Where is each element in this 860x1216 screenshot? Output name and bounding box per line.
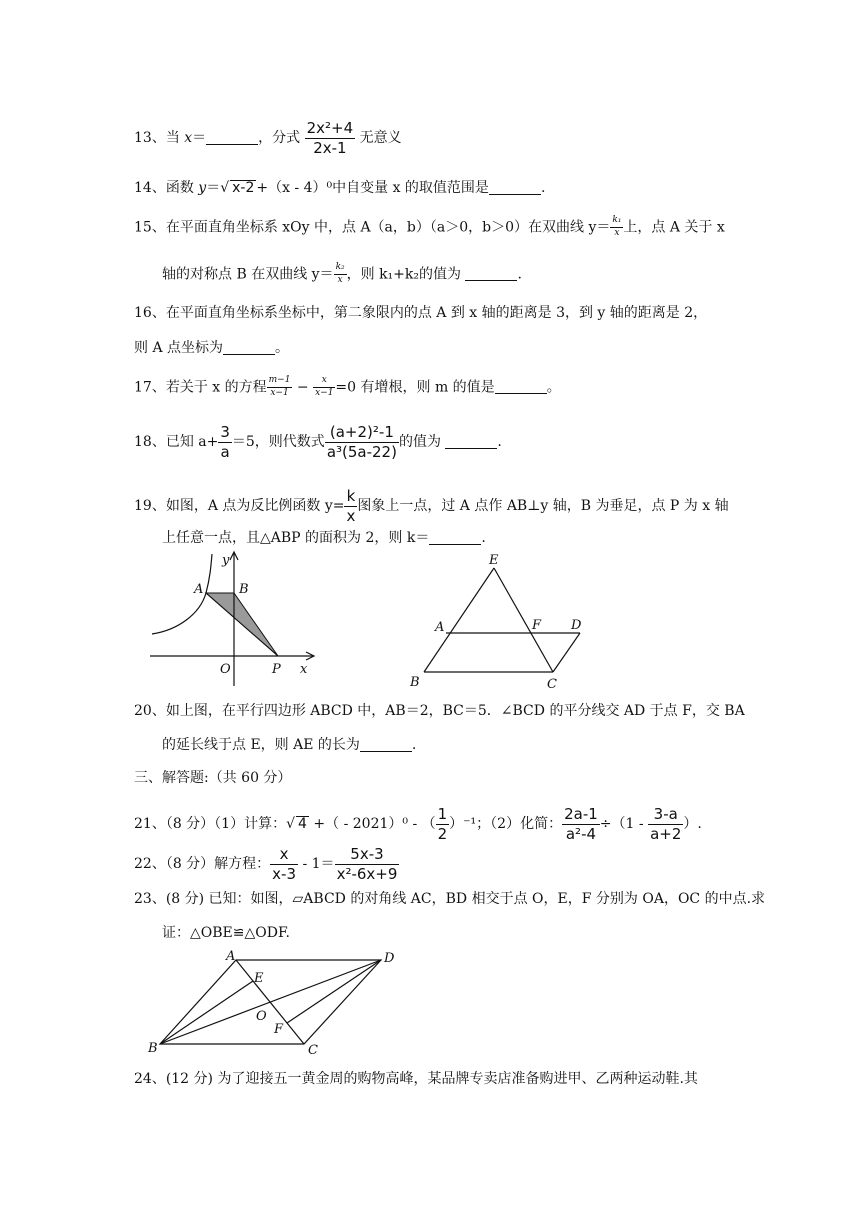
answer-blank-15[interactable]: [465, 266, 517, 281]
question-21: [134, 806, 702, 842]
diagonal-bd: [160, 960, 381, 1044]
q20-line2: 的延长线于点 E，则 AE 的长为: [162, 737, 360, 753]
q18-prefix: 18、已知 a+: [134, 434, 219, 450]
q21-d: a²-4: [565, 824, 597, 843]
q21-mid2: ）⁻¹；（2）化简：: [449, 816, 563, 832]
q18-fraction-2: [325, 424, 399, 460]
label-a: A: [194, 582, 204, 597]
question-24-line-1: [134, 1072, 698, 1086]
q15-fraction-2: [334, 263, 347, 286]
label-x: x: [300, 662, 308, 677]
q17-prefix: 17、若关于 x 的方程: [134, 379, 267, 396]
segment-be: [160, 981, 253, 1044]
q15-k1: k₁: [610, 216, 623, 228]
q18-fraction-1: [218, 424, 232, 460]
q17-d1: x−1: [270, 387, 289, 398]
q17-d2: x−1: [315, 387, 334, 398]
q21-mid: +（ - 2021）⁰ - （: [308, 816, 436, 832]
q17-n2: x: [313, 376, 335, 388]
label-e: E: [254, 971, 264, 986]
figure-23: [146, 950, 406, 1060]
q21-d2: a+2: [650, 824, 682, 843]
question-20-line-2: [162, 737, 416, 752]
q18-d: a: [220, 442, 230, 461]
question-13: [134, 120, 402, 156]
q19-line1b: 图象上一点，过 A 点作 AB⊥y 轴，B 为垂足，点 P 为 x 轴: [357, 498, 729, 514]
q17-minus: −: [292, 379, 314, 396]
label-p: P: [272, 662, 281, 677]
label-b: B: [410, 675, 420, 690]
q13-var: x: [184, 130, 193, 146]
question-16-line-1: [134, 306, 707, 320]
q17-end: 。: [546, 379, 561, 396]
answer-blank-19[interactable]: [429, 530, 481, 545]
q21-hn: 1: [437, 805, 448, 823]
q22-d1: x-3: [272, 864, 297, 883]
q15-x2: x: [337, 274, 343, 285]
question-20-line-1: [134, 704, 745, 718]
segment-ap: [206, 593, 278, 656]
q24-line1: 24、(12 分) 为了迎接五一黄金周的购物高峰，某品牌专卖店准备购进甲、乙两种运动鞋.其: [134, 1071, 698, 1087]
q19-prefix: 19、如图，A 点为反比例函数 y=: [134, 498, 345, 514]
section-3-heading: [134, 771, 291, 785]
q22-mid: - 1＝: [298, 856, 335, 872]
q13-comma: ，分式: [258, 130, 301, 146]
question-15-line-1: [134, 216, 725, 239]
segment-dc: [553, 633, 580, 672]
q18-end: .: [497, 434, 502, 450]
q13-numerator: 2x²+4: [306, 119, 354, 137]
q15-line1: 15、在平面直角坐标系 xOy 中，点 A（a，b）（a＞0，b＞0）在双曲线 y＝: [134, 219, 611, 236]
q22-fraction-2: [335, 846, 400, 882]
q15-x1: x: [614, 227, 620, 238]
question-23-line-1: [134, 892, 765, 906]
question-22: [134, 846, 399, 882]
label-b: B: [239, 582, 249, 597]
q19-d: x: [346, 506, 356, 525]
label-o: O: [256, 1009, 267, 1024]
q21-n: 2a-1: [564, 805, 598, 823]
sqrt-icon: √: [286, 816, 296, 832]
label-f: F: [274, 1022, 284, 1037]
section-3-title: 三、解答题:（共 60 分）: [134, 770, 292, 786]
figure-19: [148, 548, 328, 688]
q19-line2: 上任意一点，且△ABP 的面积为 2，则 k＝: [162, 530, 430, 546]
q17-fraction-1: [267, 376, 293, 399]
q14-y: y: [198, 180, 207, 196]
answer-blank-18[interactable]: [445, 434, 497, 449]
q21-end: ）.: [683, 816, 702, 832]
question-16-line-2: [134, 340, 289, 355]
q18-n: 3: [220, 423, 230, 441]
q14-prefix: 14、函数: [134, 180, 199, 196]
label-a: A: [226, 949, 236, 964]
q17-n1: m−1: [267, 376, 293, 388]
q21-hd: 2: [437, 824, 448, 843]
q21-radicand: 4: [298, 816, 307, 832]
q17-fraction-2: [313, 376, 335, 399]
answer-blank-16[interactable]: [223, 340, 275, 355]
q22-prefix: 22、（8 分）解方程：: [134, 856, 271, 872]
q22-n2: 5x-3: [335, 846, 400, 865]
q13-fraction: [305, 120, 356, 156]
figure-20: [408, 550, 608, 690]
q14-eq: ＝: [206, 180, 221, 196]
q15-fraction-1: [610, 216, 623, 239]
q21-prefix: 21、（8 分）（1）计算：: [134, 816, 287, 832]
q18-den: a³(5a-22): [326, 442, 397, 461]
q19-end: .: [481, 530, 486, 546]
label-a: A: [435, 620, 445, 635]
q17-post: =0 有增根，则 m 的值是: [335, 379, 495, 396]
label-o: O: [220, 662, 231, 677]
q23-line2: 证：△OBE≌△ODF.: [162, 925, 290, 941]
label-f: F: [532, 618, 542, 633]
answer-blank-20[interactable]: [360, 737, 412, 752]
q14-end: .: [540, 180, 546, 196]
q20-line1: 20、如上图，在平行四边形 ABCD 中，AB＝2，BC＝5．∠BCD 的平分线交 AD 于点 F，交 BA: [134, 703, 745, 719]
label-c: C: [547, 677, 557, 692]
q13-suffix: 无意义: [359, 130, 402, 146]
q22-d2: x²-6x+9: [336, 864, 398, 883]
label-c: C: [308, 1043, 318, 1058]
question-23-line-2: [162, 926, 290, 940]
label-b: B: [148, 1041, 158, 1056]
segment-df: [287, 960, 381, 1023]
q15-line2b: ，则 k₁+k₂的值为: [346, 266, 466, 283]
answer-blank-14[interactable]: [489, 180, 541, 195]
q13-prefix: 13、当: [134, 130, 185, 146]
q22-n1: x: [270, 846, 298, 865]
q13-denominator: 2x-1: [313, 138, 347, 157]
q16-line1: 16、在平面直角坐标系坐标中，第二象限内的点 A 到 x 轴的距离是 3，到 y 轴的距离是 2，: [134, 305, 708, 321]
question-15-line-2: [162, 263, 522, 286]
q14-rest: +（x - 4）⁰中自变量 x 的取值范围是: [256, 180, 489, 196]
q15-line2: 轴的对称点 B 在双曲线 y＝: [162, 266, 334, 283]
q21-fraction-2: [648, 806, 683, 842]
q15-end: .: [517, 266, 522, 283]
q20-end: .: [411, 737, 417, 753]
q21-div: ÷（1 -: [599, 816, 649, 832]
answer-blank-17[interactable]: [495, 379, 547, 394]
question-17: [134, 376, 561, 399]
question-19-line-2: [162, 530, 486, 545]
label-y: y: [222, 553, 230, 568]
q22-fraction-1: [270, 846, 298, 882]
q23-line1: 23、(8 分) 已知：如图，▱ABCD 的对角线 AC，BD 相交于点 O，E，F 分别为 OA，OC 的中点.求: [134, 891, 766, 907]
question-19-line-1: [134, 488, 729, 524]
q19-n: k: [344, 488, 357, 507]
q15-line1b: 上，点 A 关于 x: [623, 219, 725, 236]
q18-num: (a+2)²-1: [325, 424, 399, 443]
q18-mid: ＝5，则代数式: [231, 434, 325, 450]
q19-fraction: [344, 488, 357, 524]
q21-fraction-1: [562, 806, 600, 842]
label-e: E: [489, 553, 499, 568]
q18-post: 的值为: [398, 434, 446, 450]
q13-eq: ＝: [192, 130, 207, 146]
answer-blank-13[interactable]: [206, 130, 258, 145]
question-14: [134, 180, 545, 195]
segment-ec: [494, 568, 553, 672]
q21-n2: 3-a: [648, 806, 683, 825]
q21-half: [436, 806, 450, 842]
q14-radicand: x-2: [232, 180, 255, 196]
sqrt-icon: √: [220, 180, 230, 196]
q15-k2: k₂: [334, 263, 347, 275]
q16-line2: 则 A 点坐标为: [134, 340, 224, 356]
label-d: D: [384, 951, 395, 966]
question-18: [134, 424, 502, 460]
q16-end: 。: [275, 340, 290, 356]
label-d: D: [571, 618, 582, 633]
